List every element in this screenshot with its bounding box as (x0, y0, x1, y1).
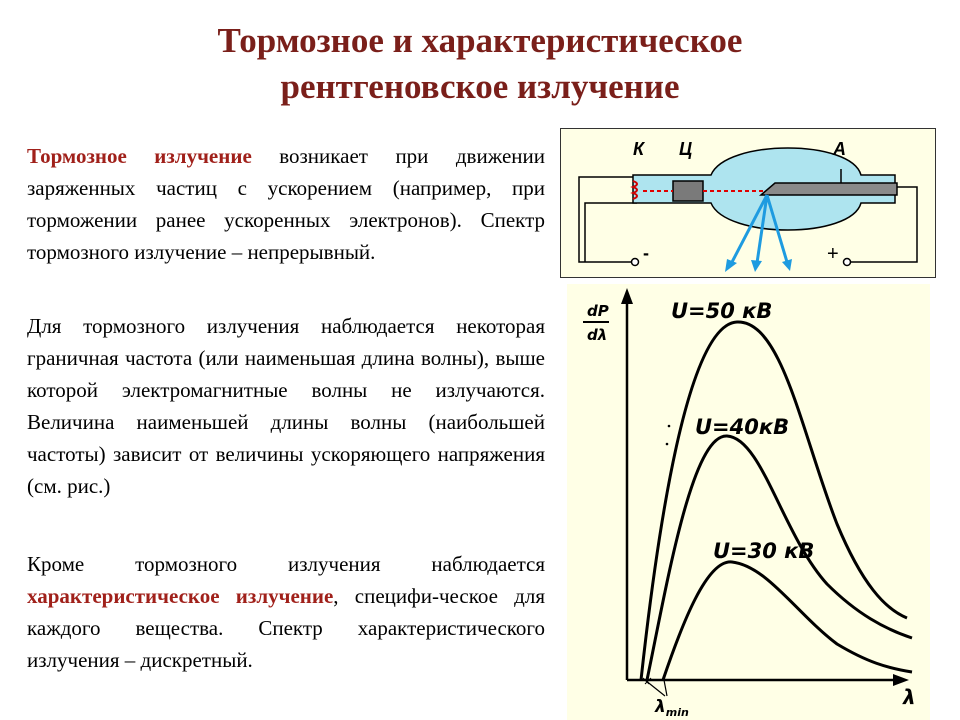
title-line-2: рентгеновское излучение (280, 67, 680, 106)
paragraph-characteristic (27, 548, 545, 676)
paragraph-1-text: возникает при движении заряженных частиц с ускорением (например, при торможении ранее ускоренных электронов). Спектр тормозного излучение – непрерывный. (27, 144, 545, 264)
y-axis-arrow (621, 288, 633, 304)
series-label-40kv: U=40кВ (695, 415, 790, 439)
paragraph-3-after: , специфи-ческое для каждого вещества. Спектр характеристического излучения – дискретный. (27, 584, 545, 672)
focusing-cylinder (673, 181, 703, 201)
spectrum-graph (567, 284, 930, 720)
lambda-min-pointers (645, 680, 667, 696)
speck-1 (668, 425, 671, 428)
series-label-30kv: U=30 кВ (713, 539, 815, 563)
curve-50kv (641, 322, 907, 680)
term-characteristic: характеристическое излучение (27, 584, 334, 608)
paragraph-3-before: Кроме тормозного излучения наблюдается (27, 552, 545, 576)
label-cathode: К (633, 139, 645, 159)
cathode-wire-2 (585, 203, 637, 262)
label-anode: А (833, 139, 846, 159)
minus-terminal (632, 259, 639, 266)
paragraph-limit-wavelength: Для тормозного излучения наблюдается некоторая граничная частота (или наименьшая длина волны), выше которой электромагнитные волны не излучаются. Величина наименьшей длины волны (наибольшей частоты) зависит от величины ускоряющего напряжения (см. рис.) (27, 314, 545, 498)
speck-2 (666, 443, 669, 446)
page-title (0, 18, 960, 110)
plus-terminal (844, 259, 851, 266)
label-minus: - (643, 243, 649, 263)
y-label-top: dP (587, 302, 609, 320)
y-label-bottom: dλ (587, 326, 608, 344)
spectrum-svg (567, 284, 930, 720)
lambda-min-label: $\lambda_{min}$ (655, 697, 689, 719)
title-line-1: Тормозное и характеристическое (217, 21, 743, 60)
term-bremsstrahlung: Тормозное излучение (27, 144, 252, 168)
series-label-50kv: U=50 кВ (671, 299, 773, 323)
cathode-wire (579, 177, 637, 262)
label-cylinder: Ц (679, 139, 693, 159)
xray-tube-diagram (560, 128, 936, 278)
xray-tube-svg (561, 129, 937, 279)
label-plus: + (827, 243, 839, 265)
paragraph-bremsstrahlung (27, 140, 545, 268)
anode (761, 183, 897, 195)
x-label: λ (903, 685, 916, 709)
